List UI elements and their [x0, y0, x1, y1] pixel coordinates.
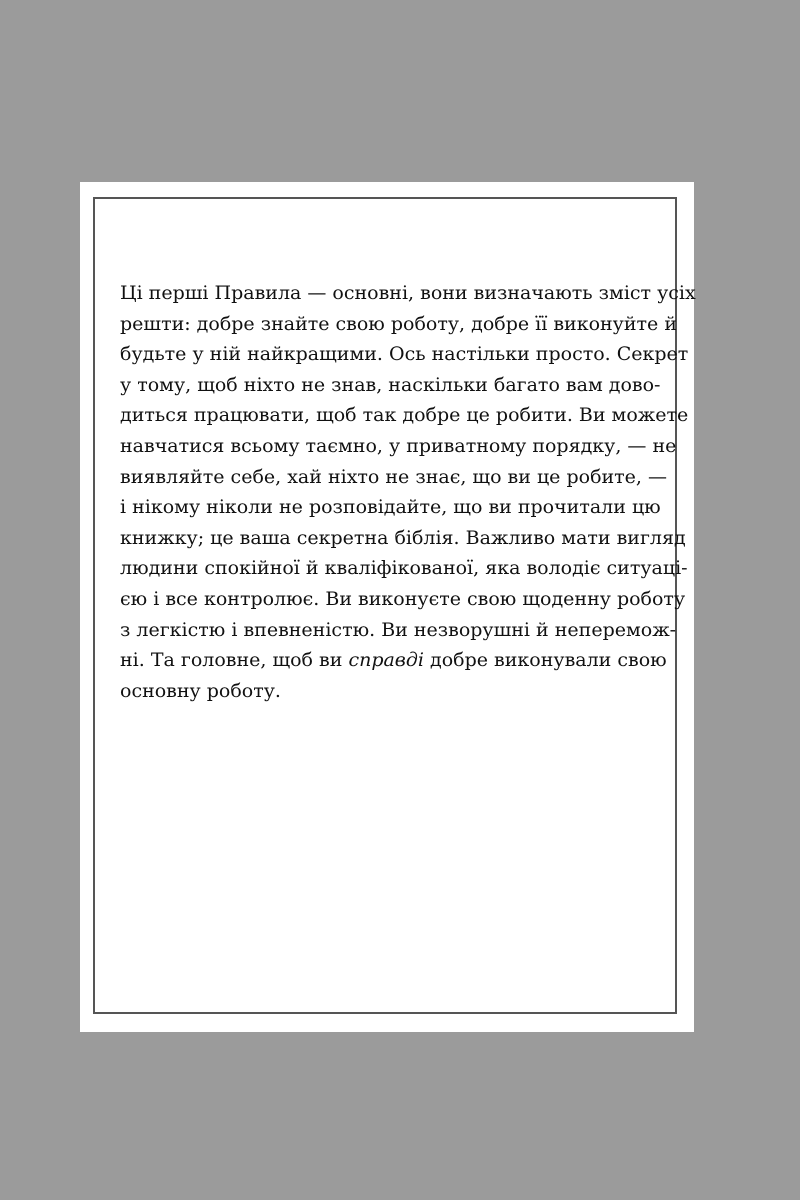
text-segment: ні. Та головне, щоб ви [120, 649, 349, 672]
text-line: виявляйте себе, хай ніхто не знає, що ви це робите, — [120, 465, 668, 488]
text-line: книжку; це ваша секретна біблія. Важливо мати вигляд [120, 526, 686, 549]
book-page [80, 182, 694, 1032]
text-line: у тому, щоб ніхто не знав, наскільки багато вам дово- [120, 373, 661, 396]
body-paragraph [120, 278, 696, 706]
text-line: решти: добре знайте свою роботу, добре її виконуйте й [120, 312, 677, 335]
text-line: диться працювати, щоб так добре це робити. Ви можете [120, 404, 689, 427]
text-line: з легкістю і впевненістю. Ви незворушні й неперемож- [120, 618, 677, 641]
text-line: навчатися всьому таємно, у приватному порядку, — не [120, 434, 677, 457]
text-line-emphasis [120, 645, 667, 676]
text-line: Ці перші Правила — основні, вони визначають зміст усіх [120, 282, 696, 304]
text-line: і нікому ніколи не розповідайте, що ви прочитали цю [120, 496, 661, 519]
text-line: єю і все контролює. Ви виконуєте свою щоденну роботу [120, 587, 686, 610]
text-line-last: основну роботу. [120, 679, 281, 702]
text-segment: добре виконували свою [423, 649, 667, 672]
emphasized-word: справді [348, 649, 424, 672]
text-line: будьте у ній найкращими. Ось настільки просто. Секрет [120, 343, 689, 366]
text-line: людини спокійної й кваліфікованої, яка володіє ситуаці- [120, 557, 688, 580]
